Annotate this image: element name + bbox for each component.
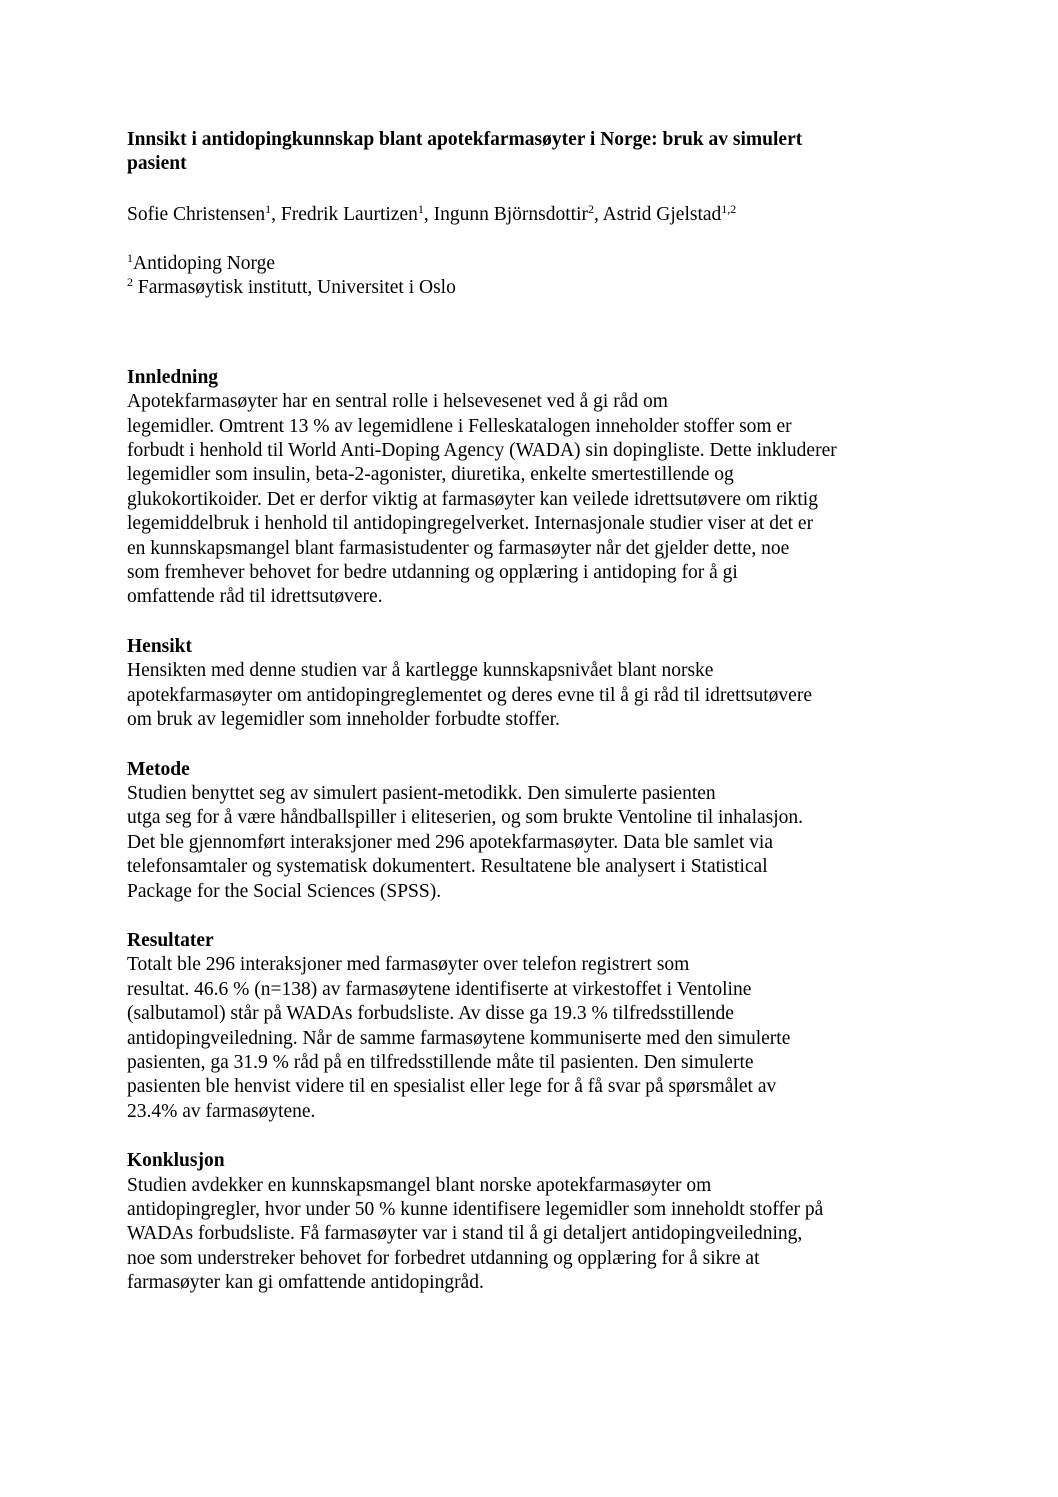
body-line: WADAs forbudsliste. Få farmasøyter var i stand til å gi detaljert antidopingveiledning, — [127, 1223, 803, 1245]
section-body — [127, 659, 927, 732]
affiliation-list — [127, 252, 927, 300]
title-line: pasient — [127, 153, 187, 175]
section-body — [127, 390, 927, 610]
author-name: Sofie Christensen — [127, 203, 266, 225]
body-line: antidopingveiledning. Når de samme farmasøytene kommuniserte med den simulerte — [127, 1027, 791, 1049]
body-line: Totalt ble 296 interaksjoner med farmasøyter over telefon registrert som — [127, 954, 690, 976]
title-line: Innsikt i antidopingkunnskap blant apotekfarmasøyter i Norge: bruk av simulert — [127, 129, 803, 150]
body-line: legemidler som insulin, beta-2-agonister, diuretika, enkelte smertestillende og — [127, 464, 734, 486]
author-name: Fredrik Laurtizen — [280, 203, 418, 225]
body-line: som fremhever behovet for bedre utdanning og opplæring i antidoping for å gi — [127, 562, 738, 584]
body-line: Studien avdekker en kunnskapsmangel blant norske apotekfarmasøyter om — [127, 1174, 712, 1196]
body-line: (salbutamol) står på WADAs forbudsliste. Av disse ga 19.3 % tilfredsstillende — [127, 1003, 734, 1025]
section-heading: Hensikt — [127, 635, 193, 657]
section-resultater — [127, 929, 927, 1124]
section-hensikt — [127, 635, 927, 733]
author-affiliation-marker: 1 — [265, 201, 272, 216]
body-line: Det ble gjennomført interaksjoner med 296 apotekfarmasøyter. Data ble samlet via — [127, 831, 773, 853]
body-line: noe som understreker behovet for forbedret utdanning og opplæring for å sikre at — [127, 1247, 760, 1269]
body-line: apotekfarmasøyter om antidopingreglementet og deres evne til å gi råd til idrettsutøvere — [127, 684, 812, 706]
author-name: Astrid Gjelstad — [602, 203, 722, 225]
affiliation — [127, 276, 927, 300]
author-affiliation-marker: 2 — [587, 201, 594, 216]
affiliation-text: Farmasøytisk institutt, Universitet i Oslo — [133, 276, 456, 298]
body-line: Studien benyttet seg av simulert pasient-metodikk. Den simulerte pasienten — [127, 782, 716, 804]
body-line: Hensikten med denne studien var å kartlegge kunnskapsnivået blant norske — [127, 660, 714, 682]
body-line: legemidler. Omtrent 13 % av legemidlene i Felleskatalogen inneholder stoffer som er — [127, 415, 792, 437]
body-line: Apotekfarmasøyter har en sentral rolle i helsevesenet ved å gi råd om — [127, 391, 668, 413]
author-affiliation-marker: 1 — [417, 201, 424, 216]
body-line: omfattende råd til idrettsutøvere. — [127, 586, 383, 608]
document-title — [127, 128, 927, 177]
body-line: pasienten, ga 31.9 % råd på en tilfredsstillende måte til pasienten. Den simulerte — [127, 1051, 754, 1073]
body-line: utga seg for å være håndballspiller i eliteserien, og som brukte Ventoline til inhalasjon. — [127, 807, 804, 829]
author-affiliation-marker: 1,2 — [721, 201, 737, 216]
section-innledning — [127, 366, 927, 610]
body-line: glukokortikoider. Det er derfor viktig at farmasøyter kan veilede idrettsutøvere om riktig — [127, 488, 818, 510]
section-body — [127, 1174, 927, 1296]
body-line: forbudt i henhold til World Anti-Doping Agency (WADA) sin dopingliste. Dette inkluderer — [127, 440, 837, 462]
section-body — [127, 782, 927, 904]
affiliation-number: 2 — [127, 274, 133, 289]
affiliation-text: Antidoping Norge — [133, 252, 276, 274]
body-line: pasienten ble henvist videre til en spesialist eller lege for å få svar på spørsmålet av — [127, 1076, 777, 1098]
body-line: farmasøyter kan gi omfattende antidopingråd. — [127, 1272, 484, 1294]
body-line: om bruk av legemidler som inneholder forbudte stoffer. — [127, 709, 560, 731]
section-konklusjon — [127, 1149, 927, 1295]
section-body — [127, 953, 927, 1124]
author-list: Sofie Christensen$^1$, Fredrik Laurtizen$^1$, Ingunn Björnsdottir$^2$, Astrid Gjelstad$^{1,2}$ — [127, 201, 737, 225]
section-heading: Innledning — [127, 366, 219, 388]
affiliation — [127, 252, 927, 276]
affiliation-number: 1 — [127, 250, 133, 265]
author-name: Ingunn Björnsdottir — [433, 203, 588, 225]
section-heading: Konklusjon — [127, 1150, 225, 1172]
body-line: resultat. 46.6 % (n=138) av farmasøytene identifiserte at virkestoffet i Ventoline — [127, 978, 752, 1000]
body-line: en kunnskapsmangel blant farmasistudenter og farmasøyter når det gjelder dette, noe — [127, 537, 790, 559]
section-heading: Metode — [127, 758, 190, 780]
body-line: Package for the Social Sciences (SPSS). — [127, 880, 442, 902]
section-metode — [127, 758, 927, 904]
body-line: antidopingregler, hvor under 50 % kunne identifisere legemidler som inneholdt stoffer på — [127, 1199, 824, 1220]
body-line: telefonsamtaler og systematisk dokumentert. Resultatene ble analysert i Statistical — [127, 856, 768, 878]
section-heading: Resultater — [127, 929, 214, 951]
body-line: 23.4% av farmasøytene. — [127, 1100, 316, 1122]
body-line: legemiddelbruk i henhold til antidopingregelverket. Internasjonale studier viser at det er — [127, 513, 814, 535]
document-page — [127, 128, 927, 1296]
